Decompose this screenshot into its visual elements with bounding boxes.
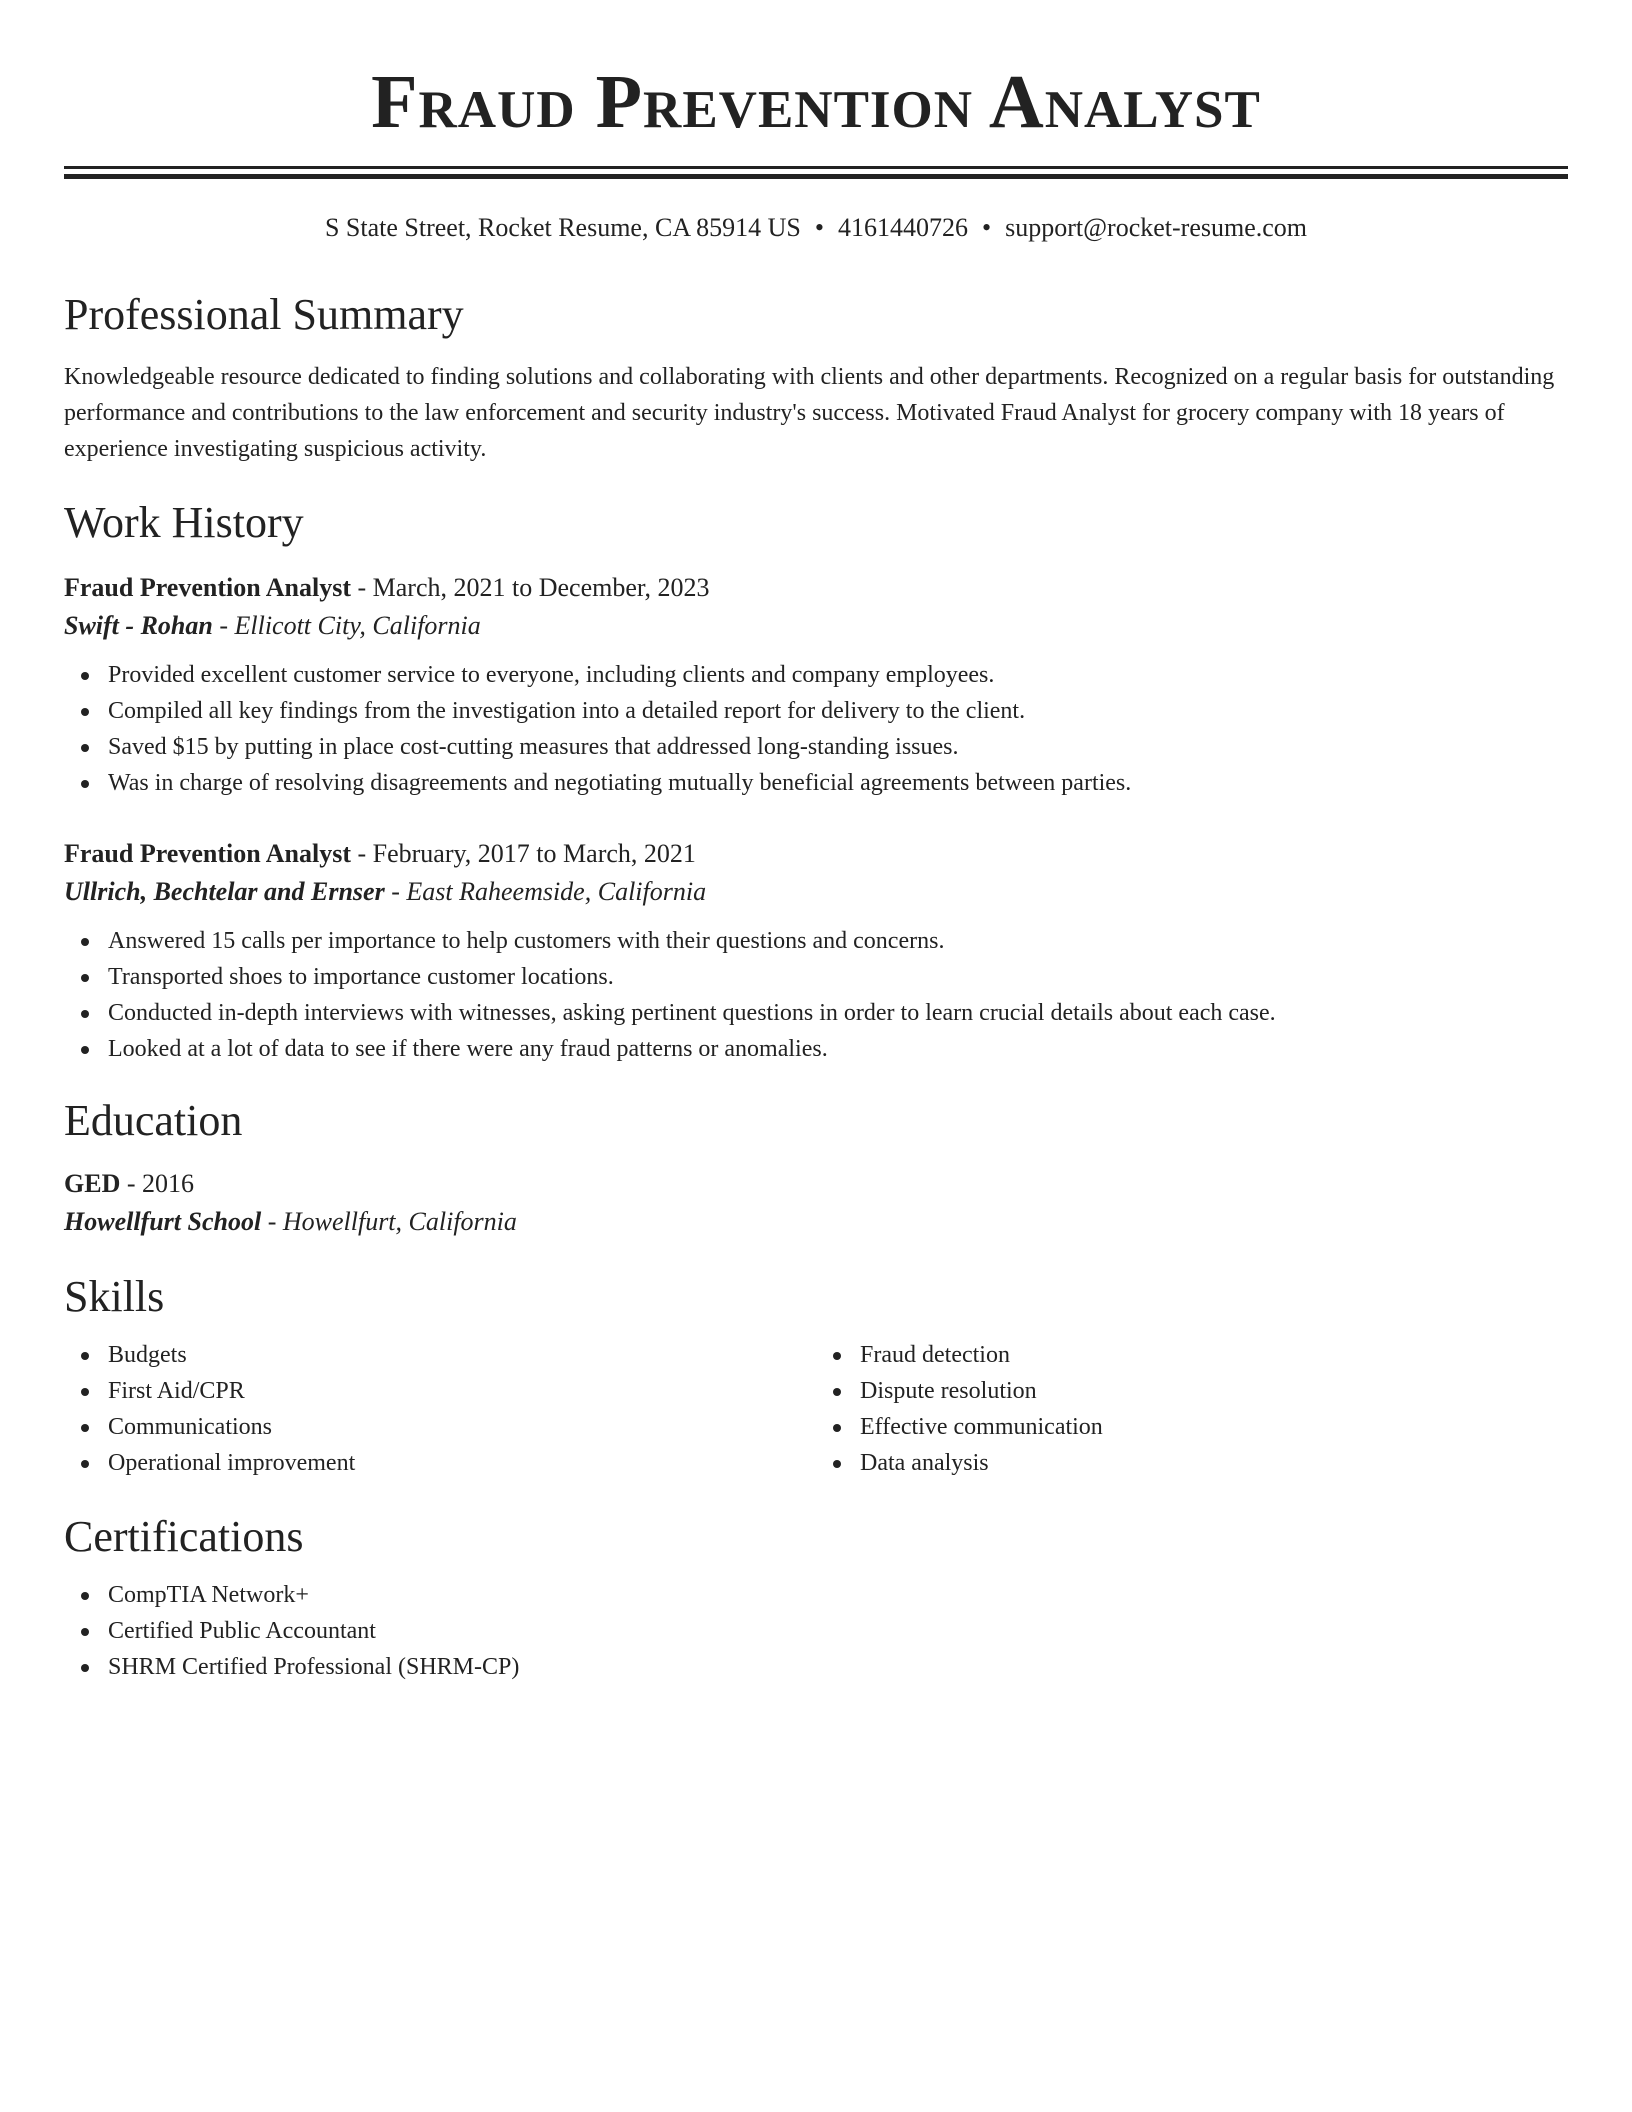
summary-heading: Professional Summary xyxy=(64,290,464,339)
skill-item: Operational improvement xyxy=(108,1445,816,1481)
school-name: Howellfurt School xyxy=(64,1207,262,1236)
work-history-section xyxy=(64,497,1568,1067)
degree-year: - 2016 xyxy=(120,1169,195,1198)
job-bullet: Provided excellent customer service to everyone, including clients and company employees. xyxy=(108,657,1568,693)
job-bullet: Looked at a lot of data to see if there were any fraud patterns or anomalies. xyxy=(108,1031,1568,1067)
skills-column-right xyxy=(816,1337,1568,1481)
resume-title: Fraud Prevention Analyst xyxy=(371,60,1261,144)
job-bullets xyxy=(64,923,1568,1067)
summary-text: Knowledgeable resource dedicated to finding solutions and collaborating with clients and other departments. Recognized on a regular basis for outstanding performance and contributions to the law enforcement and security industry's success. Motivated Fraud Analyst for grocery company with 18 years of experience investigating suspicious activity. xyxy=(64,364,1555,462)
skill-item: Fraud detection xyxy=(860,1337,1568,1373)
education-section xyxy=(64,1095,1568,1241)
job-bullet: Transported shoes to importance customer locations. xyxy=(108,959,1568,995)
contact-separator: • xyxy=(982,213,992,242)
company-location: - East Raheemside, California xyxy=(384,877,707,906)
degree-line xyxy=(64,1165,1568,1203)
job-dates: - March, 2021 to December, 2023 xyxy=(350,573,710,602)
certification-item: SHRM Certified Professional (SHRM-CP) xyxy=(108,1649,1568,1685)
contact-separator: • xyxy=(814,213,824,242)
skill-item: First Aid/CPR xyxy=(108,1373,816,1409)
skills-section xyxy=(64,1271,1568,1481)
skill-item: Data analysis xyxy=(860,1445,1568,1481)
job-title-line xyxy=(64,569,1568,607)
certification-item: Certified Public Accountant xyxy=(108,1613,1568,1649)
company-name: Swift - Rohan xyxy=(64,611,213,640)
job-entry xyxy=(64,569,1568,801)
certifications-heading: Certifications xyxy=(64,1512,304,1561)
skills-heading: Skills xyxy=(64,1272,165,1321)
education-heading: Education xyxy=(64,1096,243,1145)
skill-item: Communications xyxy=(108,1409,816,1445)
certification-item: CompTIA Network+ xyxy=(108,1577,1568,1613)
certifications-section xyxy=(64,1511,1568,1685)
job-bullet: Saved $15 by putting in place cost-cutting measures that addressed long-standing issues. xyxy=(108,729,1568,765)
education-entry xyxy=(64,1165,1568,1241)
job-title-line xyxy=(64,835,1568,873)
work-history-heading: Work History xyxy=(64,498,304,547)
title-rule-thin xyxy=(64,166,1568,169)
contact-email: support@rocket-resume.com xyxy=(1005,213,1308,242)
job-title: Fraud Prevention Analyst xyxy=(64,573,351,602)
title-rule-thick xyxy=(64,174,1568,179)
job-entry xyxy=(64,835,1568,1067)
skills-column-left xyxy=(64,1337,816,1481)
contact-line xyxy=(64,211,1568,245)
job-bullet: Was in charge of resolving disagreements and negotiating mutually beneficial agreements between parties. xyxy=(108,765,1568,801)
company-line xyxy=(64,607,1568,645)
job-bullet: Answered 15 calls per importance to help customers with their questions and concerns. xyxy=(108,923,1568,959)
job-bullet: Compiled all key findings from the investigation into a detailed report for delivery to the client. xyxy=(108,693,1568,729)
job-title: Fraud Prevention Analyst xyxy=(64,839,351,868)
company-name: Ullrich, Bechtelar and Ernser xyxy=(64,877,385,906)
summary-section xyxy=(64,289,1568,467)
job-dates: - February, 2017 to March, 2021 xyxy=(350,839,696,868)
contact-phone: 4161440726 xyxy=(838,213,968,242)
job-bullets xyxy=(64,657,1568,801)
degree-name: GED xyxy=(64,1169,121,1198)
skill-item: Dispute resolution xyxy=(860,1373,1568,1409)
school-location: - Howellfurt, California xyxy=(261,1207,517,1236)
job-bullet: Conducted in-depth interviews with witnesses, asking pertinent questions in order to learn crucial details about each case. xyxy=(108,995,1568,1031)
skill-item: Budgets xyxy=(108,1337,816,1373)
skills-grid xyxy=(64,1337,1568,1481)
company-line xyxy=(64,873,1568,911)
contact-address: S State Street, Rocket Resume, CA 85914 US xyxy=(324,213,801,242)
certifications-list xyxy=(64,1577,1568,1685)
company-location: - Ellicott City, California xyxy=(212,611,481,640)
skill-item: Effective communication xyxy=(860,1409,1568,1445)
school-line xyxy=(64,1203,1568,1241)
